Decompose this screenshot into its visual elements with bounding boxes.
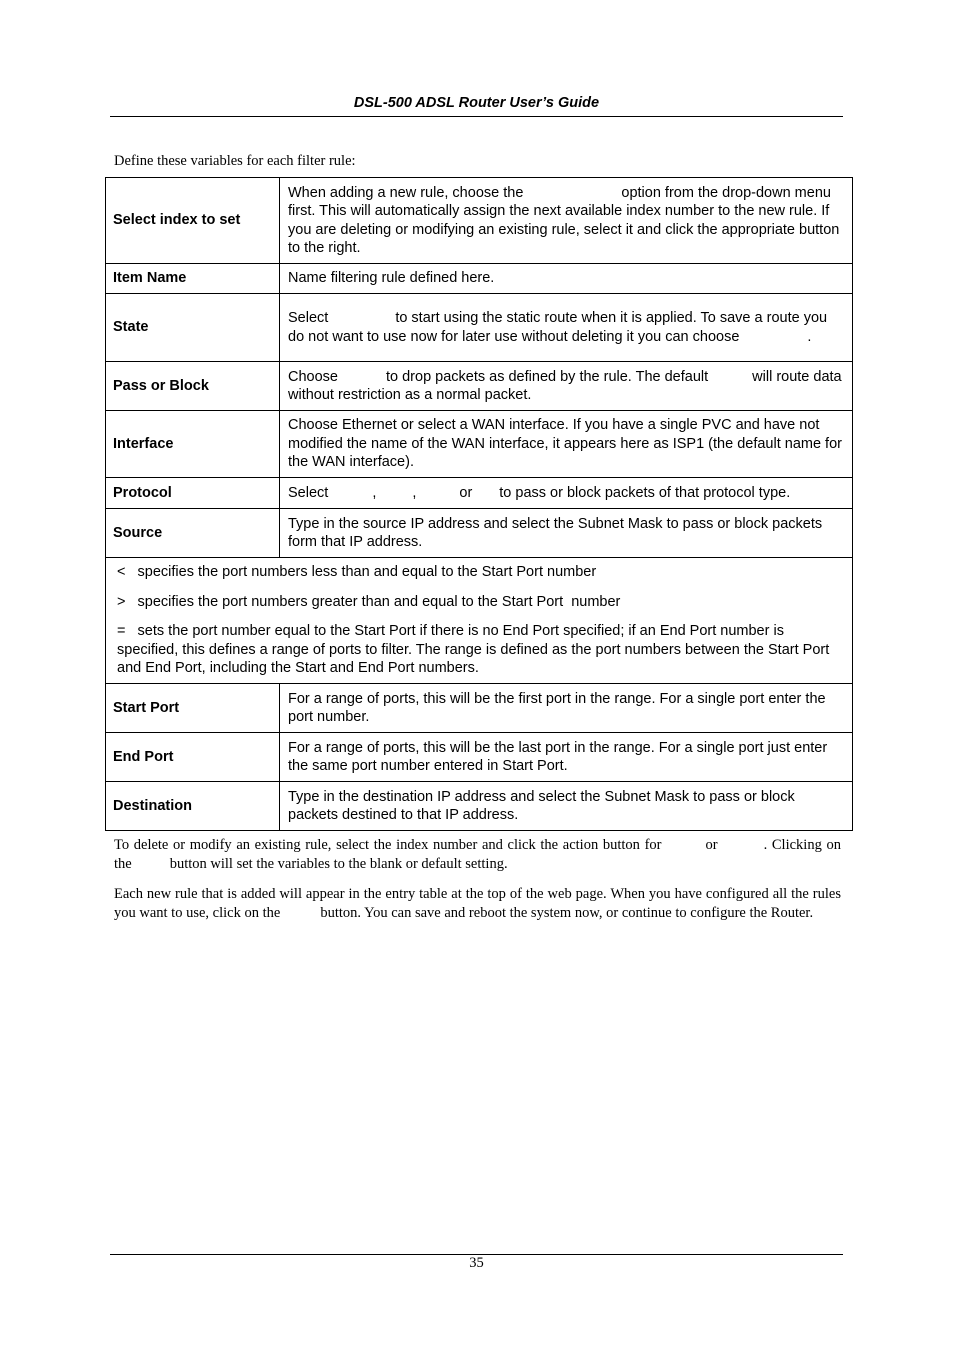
table-row: [106, 558, 853, 684]
table-row: [106, 178, 853, 264]
table-row: [106, 362, 853, 411]
row-label: Select index to set: [106, 178, 280, 264]
row-label: Protocol: [106, 478, 280, 509]
paragraph-delete-modify: To delete or modify an existing rule, select the index number and click the action button for or . Clicking on the button will set the variables to the blank or default setting.: [114, 837, 841, 872]
row-label: Item Name: [106, 264, 280, 294]
row-description: Select , , or to pass or block packets of that protocol type.: [280, 478, 853, 509]
table-row: [106, 782, 853, 831]
page-header-title: DSL-500 ADSL Router User’s Guide: [353, 95, 600, 111]
row-label: Destination: [106, 782, 280, 831]
row-label: Pass or Block: [106, 362, 280, 411]
operator-equal: = sets the port number equal to the Start Port if there is no End Port specified; if an End Port number is specified, this defines a range of ports to filter. The range is defined as the port numbers between the Start Port and End Port, including the Start and End Port numbers.: [117, 623, 834, 677]
table-row: [106, 478, 853, 509]
table-row: [106, 684, 853, 733]
operator-greater-than: > specifies the port numbers greater than and equal to the Start Port number: [117, 593, 621, 610]
row-label: End Port: [106, 733, 280, 782]
table-row: [106, 733, 853, 782]
row-label: Start Port: [106, 684, 280, 733]
paragraph-entry-table: Each new rule that is added will appear in the entry table at the top of the web page. When you have configured all the rules you want to use, click on the button. You can save and reboot the system now, or continue to configure the Router.: [114, 886, 841, 921]
row-label: Interface: [106, 411, 280, 478]
table-row: [106, 509, 853, 558]
table-row: [106, 264, 853, 294]
table-row: [106, 411, 853, 478]
filter-rule-variables-table: [105, 177, 853, 831]
row-description: Choose to drop packets as defined by the rule. The default will route data without restriction as a normal packet.: [280, 362, 853, 411]
row-description: Type in the destination IP address and select the Subnet Mask to pass or block packets destined to that IP address.: [280, 782, 853, 831]
row-description: Select to start using the static route when it is applied. To save a route you do not want to use now for later use without deleting it you can choose .: [280, 294, 853, 362]
table-row: [106, 294, 853, 362]
operator-less-than: < specifies the port numbers less than and equal to the Start Port number: [117, 564, 597, 581]
row-description: For a range of ports, this will be the last port in the range. For a single port just enter the same port number entered in Start Port.: [280, 733, 853, 782]
port-operator-notes: [106, 558, 853, 684]
row-label: Source: [106, 509, 280, 558]
header-divider: [110, 116, 843, 117]
page-number: 35: [469, 1255, 484, 1271]
row-label: State: [106, 294, 280, 362]
intro-text: Define these variables for each filter rule:: [114, 153, 356, 169]
row-description: For a range of ports, this will be the first port in the range. For a single port enter the port number.: [280, 684, 853, 733]
row-description: Type in the source IP address and select the Subnet Mask to pass or block packets form that IP address.: [280, 509, 853, 558]
row-description: Choose Ethernet or select a WAN interface. If you have a single PVC and have not modified the name of the WAN interface, it appears here as ISP1 (the default name for the WAN interface).: [280, 411, 853, 478]
row-description: Name filtering rule defined here.: [280, 264, 853, 294]
row-description: When adding a new rule, choose the option from the drop-down menu first. This will automatically assign the next available index number to the new rule. If you are deleting or modifying an existing rule, select it and click the appropriate button to the right.: [280, 178, 853, 264]
